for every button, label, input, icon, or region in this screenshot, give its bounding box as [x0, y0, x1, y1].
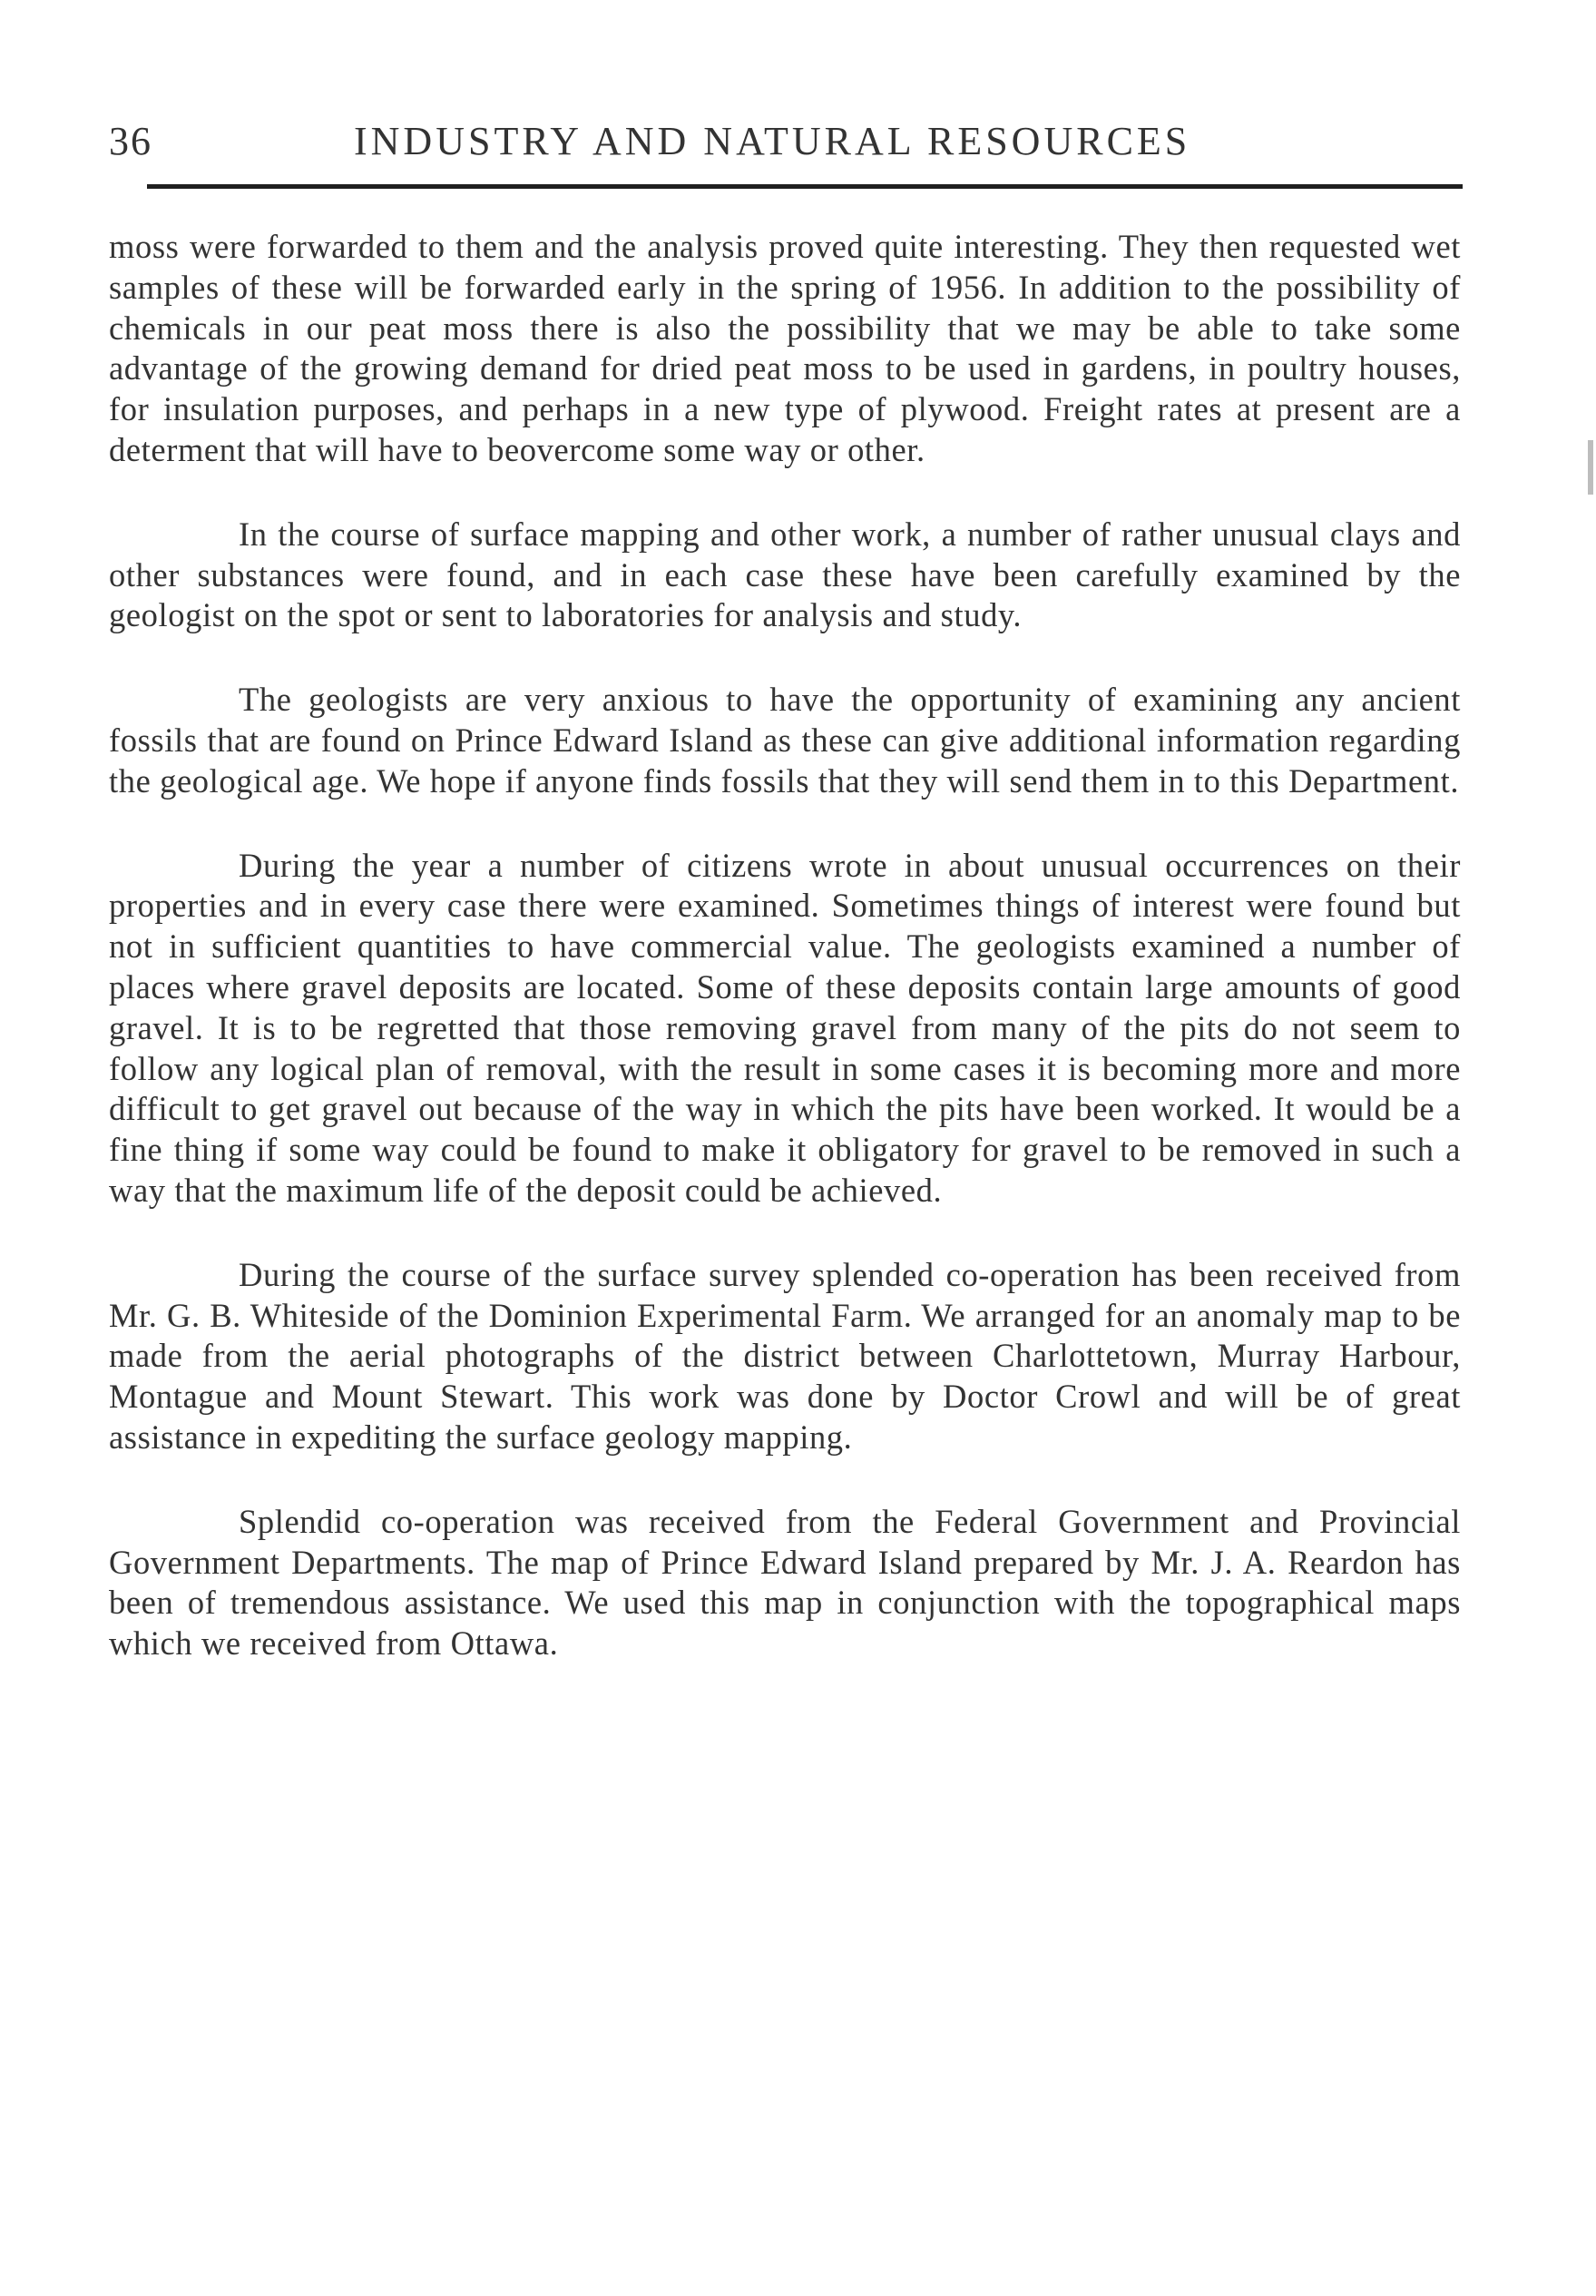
page-number: 36 — [109, 119, 152, 163]
paragraph-surface-survey: During the course of the surface survey splended co-operation has been received from Mr. G. B. Whiteside of the Dominion Experimental Farm. We arranged for an anomaly map to be made from the aerial photographs of the district between Charlottetown, Murray Harbour, Montague and Mount Stewart. This work was done by Doctor Crowl and will be of great assistance in expediting the surface geology mapping. — [109, 1255, 1461, 1456]
paragraph-government-cooperation: Splendid co-operation was received from the Federal Government and Provincial Government Departments. The map of Prince Edward Island prepared by Mr. J. A. Reardon has been of tremendous assistance. We used this map in conjunction with the topographical maps which we received from Ottawa. — [109, 1502, 1461, 1663]
paragraph-fossils: The geologists are very anxious to have the opportunity of examining any ancient fossils that are found on Prince Edward Island as these can give additional information regarding the geological age. We hope if anyone finds fossils that they will send them in to this Department. — [109, 681, 1461, 800]
page-header — [109, 118, 1461, 182]
scan-edge-mark — [1588, 440, 1593, 495]
paragraph-gravel-deposits: During the year a number of citizens wrote in about unusual occurrences on their properties and in every case there were examined. Sometimes things of interest were found but not in sufficient quantities to have commercial value. The geologists examined a number of places where gravel deposits are located. Some of these deposits contain large amounts of good gravel. It is to be regretted that those removing gravel from many of the pits do not seem to follow any logical plan of removal, with the result in some cases it is becoming more and more difficult to get gravel out because of the way in which the pits have been worked. It would be a fine thing if some way could be found to make it obligatory for gravel to be removed in such a way that the maximum life of the deposit could be achieved. — [109, 846, 1461, 1209]
running-title: INDUSTRY AND NATURAL RESOURCES — [354, 119, 1191, 163]
paragraph-surface-mapping: In the course of surface mapping and other work, a number of rather unusual clays and other substances were found, and in each case these have been carefully examined by the geologist on the spot or sent to laboratories for analysis and study. — [109, 515, 1461, 634]
header-rule — [147, 184, 1463, 189]
body-text — [109, 227, 1461, 1708]
paragraph-continuation: moss were forwarded to them and the analysis proved quite interesting. They then requested wet samples of these will be forwarded early in the spring of 1956. In addition to the possibility of chemicals in our peat moss there is also the possibility that we may be able to take some advantage of the growing demand for dried peat moss to be used in gardens, in poultry houses, for insulation purposes, and perhaps in a new type of plywood. Freight rates at present are a determent that will have to beovercome some way or other. — [109, 228, 1461, 468]
